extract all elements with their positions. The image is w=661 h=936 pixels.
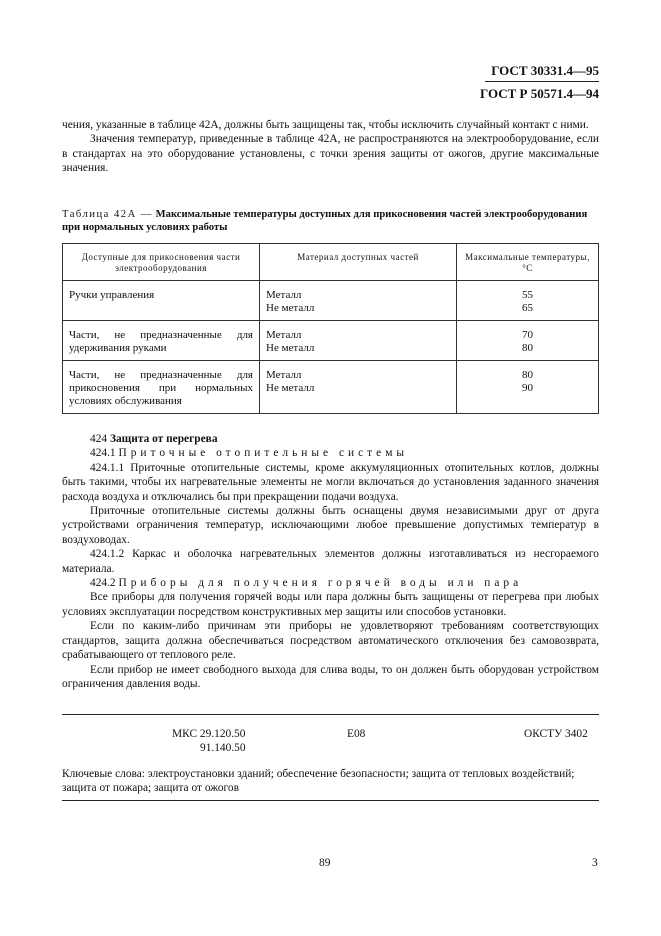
intro-paragraph-1: чения, указанные в таблице 42А, должны быть защищены так, чтобы исключить случайный контакт с ними. (62, 119, 589, 131)
temp-metal: 70 (522, 329, 533, 342)
section-424 (62, 432, 599, 691)
row-temps (457, 281, 599, 321)
header-material: Материал доступных частей (260, 244, 457, 281)
temp-nonmetal: 80 (522, 341, 533, 354)
e-code: Е08 (347, 728, 366, 740)
table-caption (62, 208, 599, 234)
intro-text (62, 118, 599, 176)
subsection-number: 424.2 (90, 577, 116, 590)
header-part: Доступные для прикосновения части электрооборудования (63, 244, 260, 281)
section-number: 424 (90, 433, 108, 445)
paragraph-424-2-a: Все приборы для получения горячей воды или пара должны быть защищены от перегрева при любых условиях эксплуатации посредством конструктивных мер защиты или способов установки. (62, 591, 599, 618)
temp-nonmetal: 90 (522, 381, 533, 394)
paragraph-424-1-1-b: Приточные отопительные системы должны быть оснащены двумя независимыми друг от друга устройствами ограничения температур, исключающими любое превышение допустимых температур в воздуховодах. (62, 505, 599, 546)
classification-rule-top (62, 714, 599, 715)
material-metal: Металл (266, 369, 302, 382)
mks-code-2: 91.140.50 (200, 742, 246, 754)
page-number-center: 89 (319, 857, 331, 869)
table-header-row (63, 244, 599, 281)
intro-paragraph-2: Значения температур, приведенные в таблице 42А, не распространяются на электрооборудование, если в стандартах на это оборудование установлены, с точки зрения защиты от ожогов, другие максимальные значения. (62, 133, 599, 175)
classification-rule-bottom (62, 800, 599, 801)
subsection-number: 424.1 (90, 447, 116, 460)
table-caption-label: Таблица 42А — (62, 209, 153, 220)
paragraph-424-2-b: Если по каким-либо причинам эти приборы не удовлетворяют требованиям соответствующих стандартов, защита должна обеспечиваться посредством автоматического отключения без самовозврата, срабатывающего от теплового реле. (62, 620, 599, 662)
section-heading (62, 432, 599, 446)
table-row (63, 361, 599, 414)
row-part: Части, не предназначенные для удерживания руками (63, 321, 260, 361)
keywords: Ключевые слова: электроустановки зданий; обеспечение безопасности; защита от тепловых воздействий; защита от пожара; защита от ожогов (62, 768, 575, 795)
subsection-title: Приборы для получения горячей воды или пара (118, 577, 523, 590)
paragraph-424-1-2: 424.1.2 Каркас и оболочка нагревательных элементов должны изготавливаться из несгораемого материала. (62, 548, 599, 575)
material-metal: Металл (266, 289, 302, 301)
material-nonmetal: Не металл (266, 301, 315, 314)
row-temps (457, 361, 599, 414)
row-part: Ручки управления (63, 281, 260, 321)
paragraph-424-1-1: 424.1.1 Приточные отопительные системы, кроме аккумуляционных отопительных котлов, должны быть такими, чтобы их нагревательные элементы не могли включаться до установления заданного значения расхода воздуха и отключались бы при прекращении подачи воздуха. (62, 461, 599, 503)
material-metal: Металл (266, 329, 302, 342)
material-nonmetal: Не металл (266, 341, 315, 354)
row-part: Части, не предназначенные для прикосновения при нормальных условиях обслуживания (63, 361, 260, 414)
mks-code-1: МКС 29.120.50 (172, 728, 246, 740)
temperature-table (62, 243, 599, 414)
header-max-temp: Максимальные температуры, °С (457, 244, 599, 281)
row-materials (260, 281, 457, 321)
subsection-title: Приточные отопительные системы (118, 447, 409, 460)
material-nonmetal: Не металл (266, 381, 315, 394)
subsection-424-2-heading (62, 576, 599, 590)
temp-metal: 55 (522, 289, 533, 301)
row-temps (457, 321, 599, 361)
row-materials (260, 321, 457, 361)
table-row (63, 281, 599, 321)
section-title: Защита от перегрева (109, 433, 218, 445)
standard-code-1: ГОСТ 30331.4—95 (491, 63, 599, 78)
table-row (63, 321, 599, 361)
header-rule (485, 81, 599, 82)
subsection-424-1-heading (62, 446, 599, 460)
temp-metal: 80 (522, 369, 533, 382)
standard-code-2: ГОСТ Р 50571.4—94 (480, 86, 599, 101)
page-number-right: 3 (592, 857, 598, 869)
row-materials (260, 361, 457, 414)
okstu-code: ОКСТУ 3402 (524, 728, 588, 740)
table-caption-title: Максимальные температуры доступных для прикосновения частей электрооборудования при нормальных условиях работы (62, 209, 588, 233)
paragraph-424-2-c: Если прибор не имеет свободного выхода для слива воды, то он должен быть оборудован устройством ограничения давления воды. (62, 663, 599, 690)
temp-nonmetal: 65 (522, 301, 533, 314)
